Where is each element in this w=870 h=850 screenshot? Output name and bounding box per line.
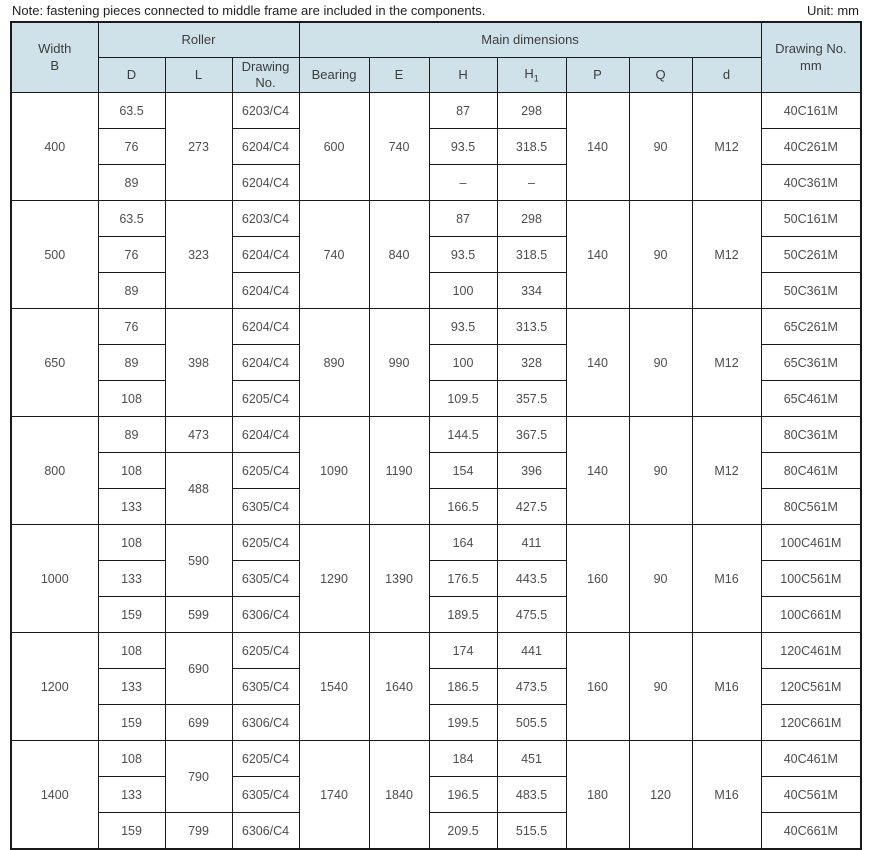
- cell-h: 154: [429, 453, 497, 489]
- cell-d-thread: M12: [692, 201, 761, 309]
- cell-h1: 473.5: [497, 669, 566, 705]
- cell-roller-drawing-no: 6306/C4: [232, 813, 299, 850]
- cell-roller-l: 590: [165, 525, 232, 597]
- cell-width-b: 650: [11, 309, 98, 417]
- cell-d-thread: M16: [692, 741, 761, 850]
- cell-drawing-no-mm: 120C461M: [761, 633, 861, 669]
- drawing-no-mm-line1: Drawing No.: [775, 41, 847, 57]
- h1-subscript: 1: [533, 73, 539, 84]
- cell-h: 189.5: [429, 597, 497, 633]
- page: [10, 0, 860, 850]
- header-row-1: [11, 22, 861, 58]
- cell-roller-drawing-no: 6305/C4: [232, 561, 299, 597]
- cell-h1: 475.5: [497, 597, 566, 633]
- cell-h: 144.5: [429, 417, 497, 453]
- cell-roller-drawing-no: 6203/C4: [232, 93, 299, 129]
- cell-drawing-no-mm: 50C361M: [761, 273, 861, 309]
- cell-width-b: 400: [11, 93, 98, 201]
- cell-h1: 318.5: [497, 237, 566, 273]
- table-header: [11, 22, 861, 93]
- col-header-p: P: [566, 58, 629, 93]
- col-header-d: D: [98, 58, 165, 93]
- cell-h: 100: [429, 273, 497, 309]
- cell-d-thread: M16: [692, 525, 761, 633]
- table-row: [11, 201, 861, 237]
- cell-e: 740: [369, 93, 429, 201]
- cell-e: 840: [369, 201, 429, 309]
- cell-roller-l: 699: [165, 705, 232, 741]
- col-header-e: E: [369, 58, 429, 93]
- cell-roller-l: 398: [165, 309, 232, 417]
- cell-roller-l: 799: [165, 813, 232, 850]
- cell-bearing: 1090: [299, 417, 369, 525]
- top-bar: [10, 3, 860, 18]
- cell-roller-drawing-no: 6204/C4: [232, 237, 299, 273]
- col-header-drawing-no: [232, 58, 299, 93]
- cell-h1: –: [497, 165, 566, 201]
- cell-roller-drawing-no: 6306/C4: [232, 597, 299, 633]
- cell-drawing-no-mm: 65C361M: [761, 345, 861, 381]
- cell-drawing-no-mm: 40C461M: [761, 741, 861, 777]
- cell-q: 90: [629, 525, 692, 633]
- col-header-h: H: [429, 58, 497, 93]
- cell-roller-drawing-no: 6204/C4: [232, 129, 299, 165]
- cell-roller-l: 323: [165, 201, 232, 309]
- cell-q: 90: [629, 417, 692, 525]
- cell-h1: 357.5: [497, 381, 566, 417]
- cell-drawing-no-mm: 120C661M: [761, 705, 861, 741]
- cell-drawing-no-mm: 40C161M: [761, 93, 861, 129]
- cell-p: 160: [566, 633, 629, 741]
- cell-e: 1190: [369, 417, 429, 525]
- cell-drawing-no-mm: 50C261M: [761, 237, 861, 273]
- cell-h: 93.5: [429, 309, 497, 345]
- h1-base: H: [524, 65, 534, 81]
- cell-q: 120: [629, 741, 692, 850]
- cell-h: 109.5: [429, 381, 497, 417]
- cell-d-thread: M12: [692, 417, 761, 525]
- cell-drawing-no-mm: 40C261M: [761, 129, 861, 165]
- cell-roller-drawing-no: 6305/C4: [232, 489, 299, 525]
- cell-roller-d: 133: [98, 669, 165, 705]
- cell-h: 166.5: [429, 489, 497, 525]
- cell-roller-d: 108: [98, 741, 165, 777]
- col-header-h1: [497, 58, 566, 93]
- cell-roller-drawing-no: 6203/C4: [232, 201, 299, 237]
- cell-roller-drawing-no: 6204/C4: [232, 165, 299, 201]
- cell-drawing-no-mm: 100C461M: [761, 525, 861, 561]
- cell-roller-drawing-no: 6306/C4: [232, 705, 299, 741]
- table-body: [11, 93, 861, 850]
- cell-roller-d: 89: [98, 345, 165, 381]
- cell-bearing: 1540: [299, 633, 369, 741]
- cell-roller-d: 133: [98, 561, 165, 597]
- cell-h1: 298: [497, 201, 566, 237]
- table-row: [11, 417, 861, 453]
- cell-roller-d: 133: [98, 489, 165, 525]
- cell-roller-drawing-no: 6205/C4: [232, 525, 299, 561]
- cell-h1: 451: [497, 741, 566, 777]
- cell-q: 90: [629, 633, 692, 741]
- cell-p: 140: [566, 417, 629, 525]
- cell-e: 1390: [369, 525, 429, 633]
- drawing-no-mm-line2: mm: [799, 57, 822, 73]
- cell-p: 140: [566, 309, 629, 417]
- cell-roller-d: 108: [98, 525, 165, 561]
- table-row: [11, 741, 861, 777]
- cell-h: 176.5: [429, 561, 497, 597]
- cell-drawing-no-mm: 80C361M: [761, 417, 861, 453]
- cell-drawing-no-mm: 40C561M: [761, 777, 861, 813]
- cell-roller-l: 599: [165, 597, 232, 633]
- cell-bearing: 890: [299, 309, 369, 417]
- cell-h: 87: [429, 201, 497, 237]
- cell-roller-d: 108: [98, 381, 165, 417]
- cell-p: 140: [566, 201, 629, 309]
- col-header-d-thread: d: [692, 58, 761, 93]
- cell-roller-d: 108: [98, 453, 165, 489]
- cell-q: 90: [629, 201, 692, 309]
- cell-h: 100: [429, 345, 497, 381]
- unit-label: Unit: mm: [807, 3, 859, 18]
- cell-roller-drawing-no: 6204/C4: [232, 417, 299, 453]
- width-b-line2: B: [50, 57, 60, 73]
- cell-roller-drawing-no: 6305/C4: [232, 777, 299, 813]
- cell-h: 174: [429, 633, 497, 669]
- cell-roller-drawing-no: 6205/C4: [232, 633, 299, 669]
- cell-d-thread: M12: [692, 93, 761, 201]
- cell-roller-drawing-no: 6205/C4: [232, 381, 299, 417]
- col-group-main-dimensions: Main dimensions: [299, 22, 761, 58]
- cell-bearing: 1740: [299, 741, 369, 850]
- cell-h: 93.5: [429, 237, 497, 273]
- cell-d-thread: M12: [692, 309, 761, 417]
- cell-drawing-no-mm: 100C561M: [761, 561, 861, 597]
- cell-roller-drawing-no: 6305/C4: [232, 669, 299, 705]
- cell-h1: 505.5: [497, 705, 566, 741]
- cell-drawing-no-mm: 120C561M: [761, 669, 861, 705]
- cell-h1: 298: [497, 93, 566, 129]
- cell-roller-d: 76: [98, 237, 165, 273]
- table-row: [11, 93, 861, 129]
- cell-p: 180: [566, 741, 629, 850]
- cell-drawing-no-mm: 40C661M: [761, 813, 861, 850]
- cell-roller-d: 63.5: [98, 201, 165, 237]
- note-text: Note: fastening pieces connected to middle frame are included in the components.: [12, 3, 486, 18]
- spec-table: [10, 21, 862, 850]
- cell-width-b: 1400: [11, 741, 98, 850]
- cell-bearing: 600: [299, 93, 369, 201]
- cell-h1: 328: [497, 345, 566, 381]
- cell-roller-drawing-no: 6204/C4: [232, 273, 299, 309]
- drawing-no-line1: Drawing: [241, 58, 290, 74]
- cell-drawing-no-mm: 40C361M: [761, 165, 861, 201]
- cell-drawing-no-mm: 50C161M: [761, 201, 861, 237]
- cell-h1: 318.5: [497, 129, 566, 165]
- cell-h1: 427.5: [497, 489, 566, 525]
- cell-bearing: 1290: [299, 525, 369, 633]
- cell-roller-d: 89: [98, 165, 165, 201]
- col-header-width-b: [11, 22, 98, 93]
- width-b-line1: Width: [38, 41, 72, 57]
- cell-roller-d: 159: [98, 597, 165, 633]
- col-header-l: L: [165, 58, 232, 93]
- cell-drawing-no-mm: 65C261M: [761, 309, 861, 345]
- cell-roller-d: 108: [98, 633, 165, 669]
- cell-h1: 313.5: [497, 309, 566, 345]
- cell-h1: 367.5: [497, 417, 566, 453]
- cell-h1: 411: [497, 525, 566, 561]
- cell-roller-d: 89: [98, 273, 165, 309]
- cell-drawing-no-mm: 80C561M: [761, 489, 861, 525]
- cell-roller-l: 690: [165, 633, 232, 705]
- header-row-2: [11, 58, 861, 93]
- cell-h1: 515.5: [497, 813, 566, 850]
- cell-bearing: 740: [299, 201, 369, 309]
- cell-width-b: 1000: [11, 525, 98, 633]
- cell-h: 209.5: [429, 813, 497, 850]
- drawing-no-line2: No.: [255, 75, 276, 90]
- col-header-q: Q: [629, 58, 692, 93]
- cell-h: 186.5: [429, 669, 497, 705]
- cell-roller-drawing-no: 6205/C4: [232, 741, 299, 777]
- cell-p: 160: [566, 525, 629, 633]
- cell-h1: 334: [497, 273, 566, 309]
- cell-roller-d: 76: [98, 129, 165, 165]
- cell-h: 87: [429, 93, 497, 129]
- cell-h: 196.5: [429, 777, 497, 813]
- cell-h1: 396: [497, 453, 566, 489]
- cell-d-thread: M16: [692, 633, 761, 741]
- cell-h1: 441: [497, 633, 566, 669]
- cell-h1: 483.5: [497, 777, 566, 813]
- cell-h1: 443.5: [497, 561, 566, 597]
- cell-h: 184: [429, 741, 497, 777]
- cell-roller-drawing-no: 6204/C4: [232, 345, 299, 381]
- cell-h: 199.5: [429, 705, 497, 741]
- cell-width-b: 800: [11, 417, 98, 525]
- cell-roller-d: 63.5: [98, 93, 165, 129]
- table-row: [11, 309, 861, 345]
- cell-e: 1840: [369, 741, 429, 850]
- cell-roller-d: 159: [98, 705, 165, 741]
- table-row: [11, 633, 861, 669]
- cell-e: 990: [369, 309, 429, 417]
- cell-p: 140: [566, 93, 629, 201]
- cell-roller-drawing-no: 6204/C4: [232, 309, 299, 345]
- cell-roller-l: 488: [165, 453, 232, 525]
- cell-e: 1640: [369, 633, 429, 741]
- cell-roller-l: 473: [165, 417, 232, 453]
- cell-h: –: [429, 165, 497, 201]
- cell-roller-d: 76: [98, 309, 165, 345]
- cell-roller-l: 790: [165, 741, 232, 813]
- cell-roller-l: 273: [165, 93, 232, 201]
- cell-drawing-no-mm: 65C461M: [761, 381, 861, 417]
- cell-q: 90: [629, 93, 692, 201]
- cell-h: 93.5: [429, 129, 497, 165]
- cell-width-b: 1200: [11, 633, 98, 741]
- col-header-bearing: Bearing: [299, 58, 369, 93]
- cell-drawing-no-mm: 80C461M: [761, 453, 861, 489]
- cell-roller-d: 89: [98, 417, 165, 453]
- col-group-roller: Roller: [98, 22, 299, 58]
- cell-h: 164: [429, 525, 497, 561]
- cell-roller-d: 159: [98, 813, 165, 850]
- cell-q: 90: [629, 309, 692, 417]
- table-row: [11, 525, 861, 561]
- cell-width-b: 500: [11, 201, 98, 309]
- cell-roller-d: 133: [98, 777, 165, 813]
- cell-roller-drawing-no: 6205/C4: [232, 453, 299, 489]
- col-header-drawing-no-mm: [761, 22, 861, 93]
- cell-drawing-no-mm: 100C661M: [761, 597, 861, 633]
